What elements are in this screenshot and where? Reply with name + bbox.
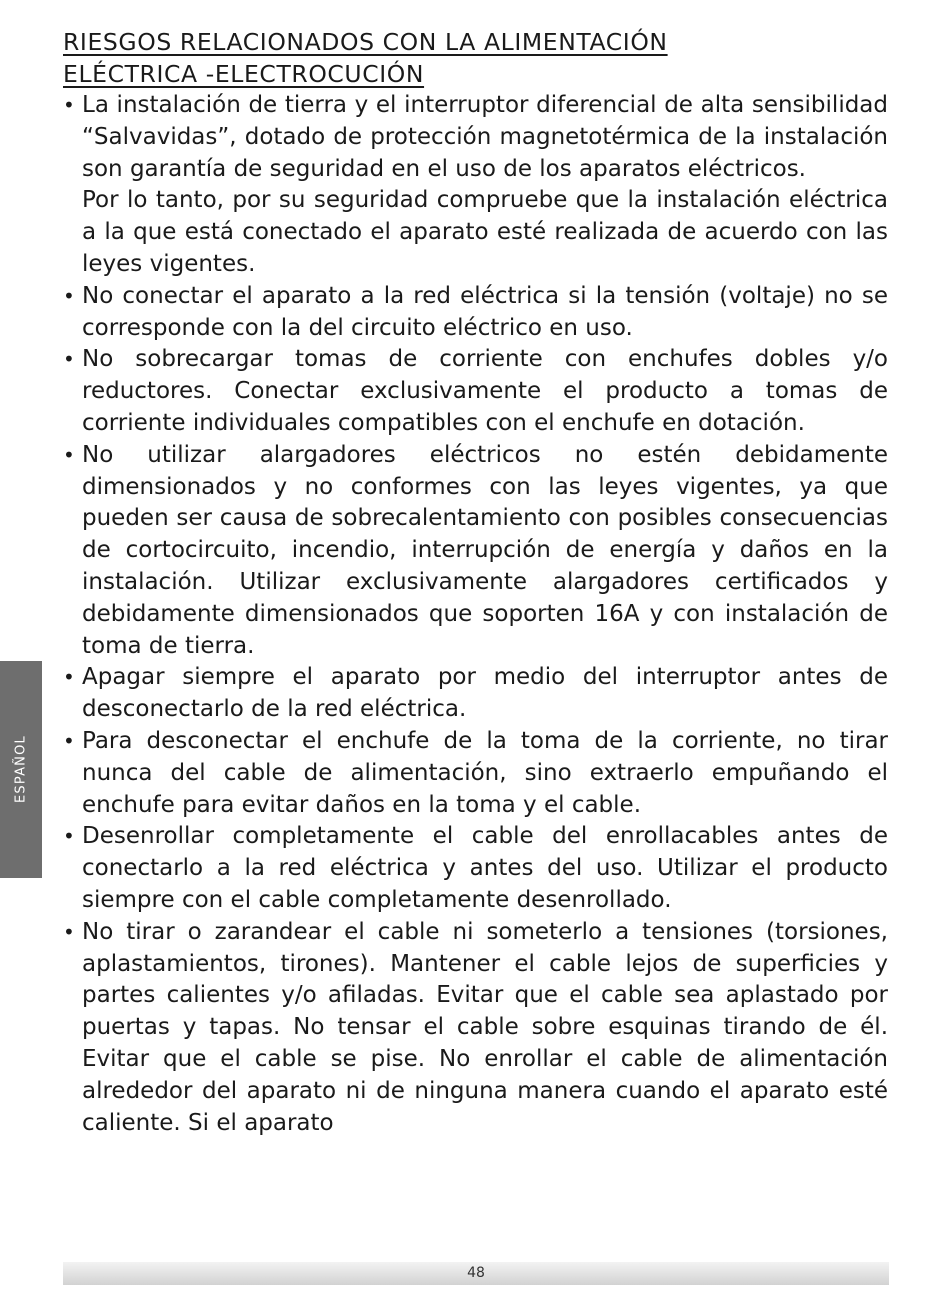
bullet-item-overload	[63, 344, 888, 439]
safety-bullet-list	[63, 90, 888, 1139]
bullet-item-unwind-cable	[63, 821, 888, 916]
bullet-text-continuation: Por lo tanto, por su seguridad compruebe que la instalación eléctrica a la que está conectado el aparato esté realizada de acuerdo con las leyes vigentes.	[82, 187, 888, 277]
bullet-item-unplug	[63, 726, 888, 821]
bullet-text: No utilizar alargadores eléctricos no estén debidamente dimensionados y no conformes con las leyes vigentes, ya que pueden ser causa de sobrecalentamiento con posibles consecuencias de cortocircuito, incendio, interrupción de energía y daños en la instalación. Utilizar exclusivamente alargadores certificados y debidamente dimensionados que soporten 16A y con instalación de toma de tierra.	[82, 441, 888, 659]
section-heading-line-2: ELÉCTRICA -ELECTROCUCIÓN	[63, 60, 425, 88]
bullet-marker: •	[63, 347, 75, 372]
bullet-marker: •	[63, 442, 75, 467]
bullet-text: Desenrollar completamente el cable del enrollacables antes de conectarlo a la red eléctrica y antes del uso. Utilizar el producto siempre con el cable completamente desenrollado.	[82, 823, 888, 913]
bullet-item-earthing	[63, 90, 888, 281]
language-side-tab	[0, 661, 42, 878]
page-number: 48	[467, 1265, 485, 1281]
bullet-text: No sobrecargar tomas de corriente con enchufes dobles y/o reductores. Conectar exclusivamente el producto a tomas de corriente individuales compatibles con el enchufe en dotación.	[82, 346, 888, 436]
bullet-item-switch-off	[63, 662, 888, 726]
bullet-marker: •	[63, 824, 75, 849]
footer-bar	[63, 1262, 889, 1285]
bullet-item-voltage	[63, 281, 888, 345]
bullet-item-extension-cords	[63, 440, 888, 663]
language-label: ESPAÑOL	[13, 735, 29, 803]
bullet-text: No conectar el aparato a la red eléctrica si la tensión (voltaje) no se corresponde con la del circuito eléctrico en uso.	[82, 282, 888, 341]
bullet-marker: •	[63, 919, 75, 944]
bullet-marker: •	[63, 93, 75, 117]
bullet-text: No tirar o zarandear el cable ni someterlo a tensiones (torsiones, aplastamientos, tirones). Mantener el cable lejos de superficies y partes calientes y/o afiladas. Evitar que el cable sea aplastado por puertas y tapas. No tensar el cable sobre esquinas tirando de él. Evitar que el cable se pise. No enrollar el cable de alimentación alrededor del aparato ni de ninguna manera cuando el aparato esté caliente. Si el aparato	[82, 918, 888, 1136]
bullet-text: Para desconectar el enchufe de la toma de la corriente, no tirar nunca del cable de alimentación, sino extraerlo empuñando el enchufe para evitar daños en la toma y el cable.	[82, 727, 888, 818]
bullet-marker: •	[63, 665, 75, 690]
bullet-marker: •	[63, 728, 75, 753]
bullet-text: Apagar siempre el aparato por medio del interruptor antes de desconectarlo de la red eléctrica.	[82, 664, 888, 723]
bullet-item-cable-care	[63, 917, 888, 1140]
section-heading-line-1: RIESGOS RELACIONADOS CON LA ALIMENTACIÓN	[63, 28, 668, 56]
bullet-text: La instalación de tierra y el interruptor diferencial de alta sensibilidad “Salvavidas”, dotado de protección magnetotérmica de la instalación son garantía de seguridad en el uso de los aparatos eléctricos.	[82, 92, 888, 182]
section-heading	[63, 26, 888, 90]
bullet-marker: •	[63, 283, 75, 308]
page-content	[63, 26, 888, 1139]
